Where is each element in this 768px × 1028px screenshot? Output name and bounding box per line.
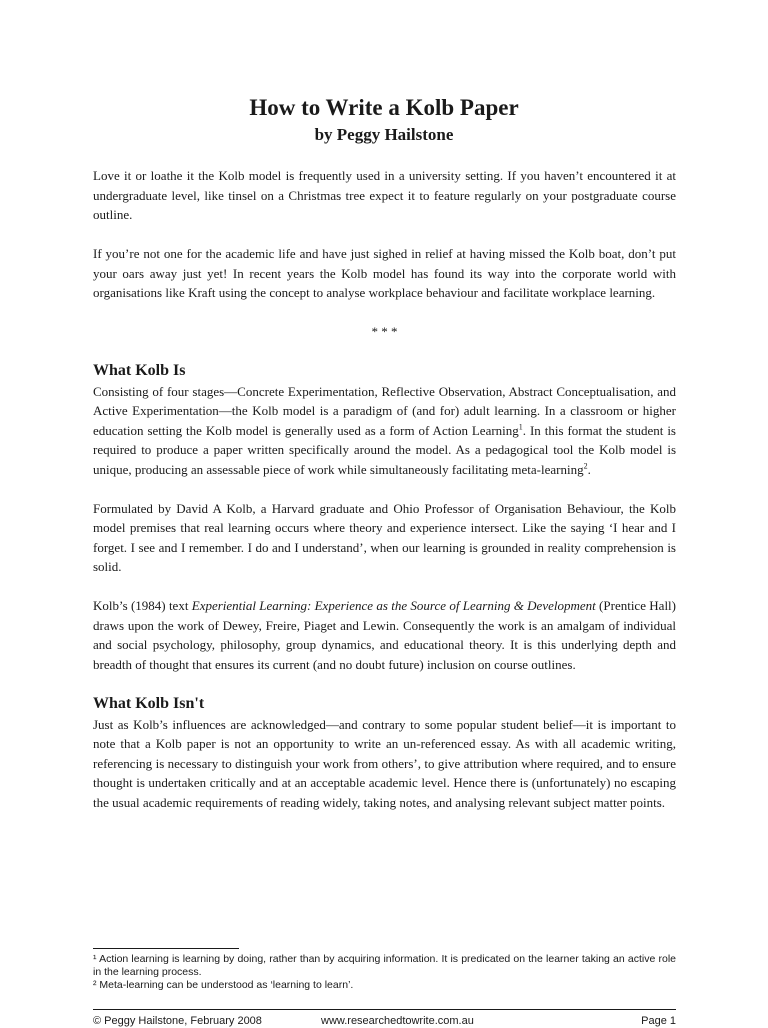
book-title: Experiential Learning: Experience as the Source of Learning & Development (191, 598, 596, 613)
intro-paragraph-1: Love it or loathe it the Kolb model is frequently used in a university setting. If you haven’t encountered it at undergraduate level, like tinsel on a Christmas tree expect it to feature regularly on your postgraduate course outline. (93, 168, 676, 222)
footer-website-link[interactable]: www.researchedtowrite.com.au (321, 1015, 474, 1027)
footnote-2: ² Meta-learning can be understood as ‘learning to learn’. (93, 979, 354, 991)
document-title: How to Write a Kolb Paper (249, 95, 519, 120)
section-separator: * * * (371, 324, 398, 339)
document-body (93, 166, 676, 832)
footnote-ref-1[interactable]: 1 (518, 422, 523, 432)
section1-paragraph-2: Formulated by David A Kolb, a Harvard graduate and Ohio Professor of Organisation Behaviour, the Kolb model premises that real learning occurs where theory and experience intersect. Like the saying ‘I hear and I forget. I see and I remember. I do and I understand’, when our learning is grounded in reality comprehension is solid. (93, 500, 676, 574)
document-byline: by Peggy Hailstone (314, 125, 454, 144)
footer-page-number: Page 1 (641, 1015, 676, 1027)
footnote-1: ¹ Action learning is learning by doing, rather than by acquiring information. It is predicated on the learner taking an active role in the learning process. (93, 953, 676, 978)
section1-paragraph-3: Kolb’s (1984) text Experiential Learning: Experience as the Source of Learning & Development (Prentice Hall) draws upon the work of Dewey, Freire, Piaget and Lewin. Consequently the work is an amalgam of individual and social psychology, philosophy, group dynamics, and educational theory. It is this underlying depth and breadth of thought that ensures its current (and no doubt future) inclusion on course outlines. (93, 598, 676, 672)
intro-paragraph-2: If you’re not one for the academic life and have just sighed in relief at having missed the Kolb boat, don’t put your oars away just yet! In recent years the Kolb model has found its way into the corporate world with organisations like Kraft using the concept to analyse workplace behaviour and facilitate workplace learning. (93, 246, 676, 300)
footer-divider (93, 1009, 676, 1010)
section-heading-what-kolb-isnt: What Kolb Isn't (93, 694, 205, 712)
section1-paragraph-1: Consisting of four stages—Concrete Experimentation, Reflective Observation, Abstract Conceptualisation, and Active Experimentation—the Kolb model is a paradigm of (and for) adult learning. In a classroom or higher education setting the Kolb model is generally used as a form of Action Learning$^1$. In this format the student is required to produce a paper written specifically around the model. As a pedagogical tool the Kolb model is unique, producing an assessable piece of work while simultaneously facilitating meta-learning$^2$. (93, 383, 676, 477)
footnote-divider (93, 948, 239, 949)
footnote-ref-2[interactable]: 2 (583, 461, 588, 471)
section2-paragraph-1: Just as Kolb’s influences are acknowledged—and contrary to some popular student belief—it is important to note that a Kolb paper is not an opportunity to write an un-referenced essay. As with all academic writing, referencing is necessary to distinguish your work from others’, to give attribution where required, and to ensure thought is undertaken critically and at an acceptable academic level. Hence there is (unfortunately) no escaping the usual academic requirements of reading widely, taking notes, and analysing relevant subject matter points. (93, 716, 676, 810)
footer-copyright: © Peggy Hailstone, February 2008 (93, 1015, 262, 1027)
section-heading-what-kolb-is: What Kolb Is (93, 361, 186, 379)
footnotes (93, 948, 676, 992)
